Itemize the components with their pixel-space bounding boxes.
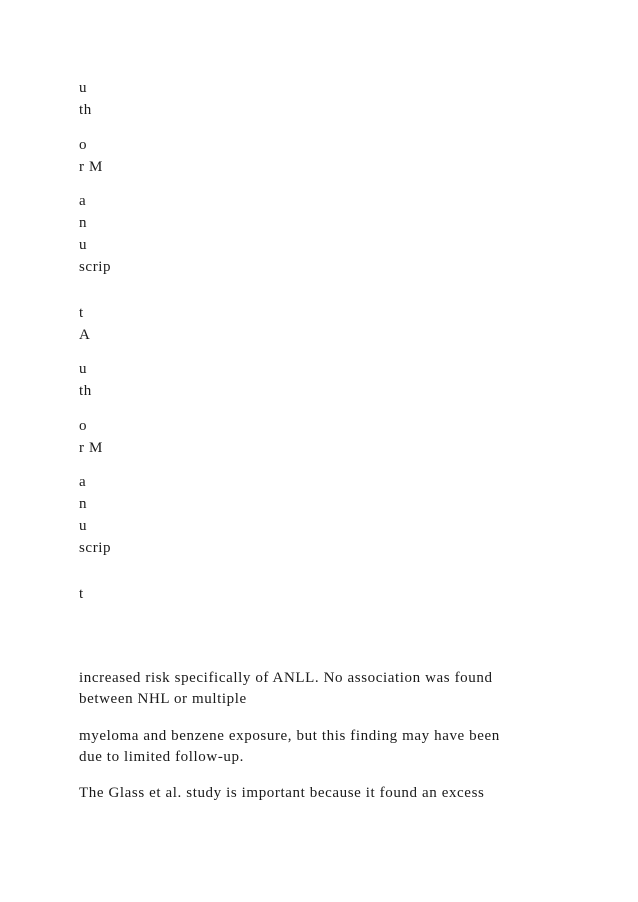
watermark-fragment: o	[79, 137, 88, 153]
watermark-fragment: u	[79, 237, 88, 253]
body-paragraph	[79, 783, 579, 804]
paragraph-line: myeloma and benzene exposure, but this finding may have been	[79, 728, 500, 744]
paragraph-line: due to limited follow-up.	[79, 749, 244, 765]
watermark-fragment: th	[79, 102, 92, 118]
watermark-fragment: scrip	[79, 259, 112, 275]
watermark-fragment: n	[79, 215, 88, 231]
watermark-fragment: u	[79, 80, 88, 96]
watermark-fragment: a	[79, 193, 87, 209]
watermark-fragment: t	[79, 586, 84, 602]
watermark-fragment: a	[79, 474, 87, 490]
watermark-fragment: r M	[79, 159, 103, 175]
watermark-fragment: o	[79, 418, 88, 434]
paragraph-line: The Glass et al. study is important because it found an excess	[79, 785, 485, 801]
watermark-fragment: A	[79, 327, 91, 343]
watermark-fragment: t	[79, 305, 84, 321]
watermark-fragment: n	[79, 496, 88, 512]
watermark-fragment: th	[79, 383, 92, 399]
watermark-fragment: u	[79, 518, 88, 534]
body-paragraph	[79, 668, 579, 710]
watermark-fragment: r M	[79, 440, 103, 456]
paragraph-line: between NHL or multiple	[79, 691, 247, 707]
watermark-fragment: u	[79, 361, 88, 377]
watermark-fragment: scrip	[79, 540, 112, 556]
paragraph-line: increased risk specifically of ANLL. No association was found	[79, 670, 493, 686]
body-paragraph	[79, 726, 579, 768]
